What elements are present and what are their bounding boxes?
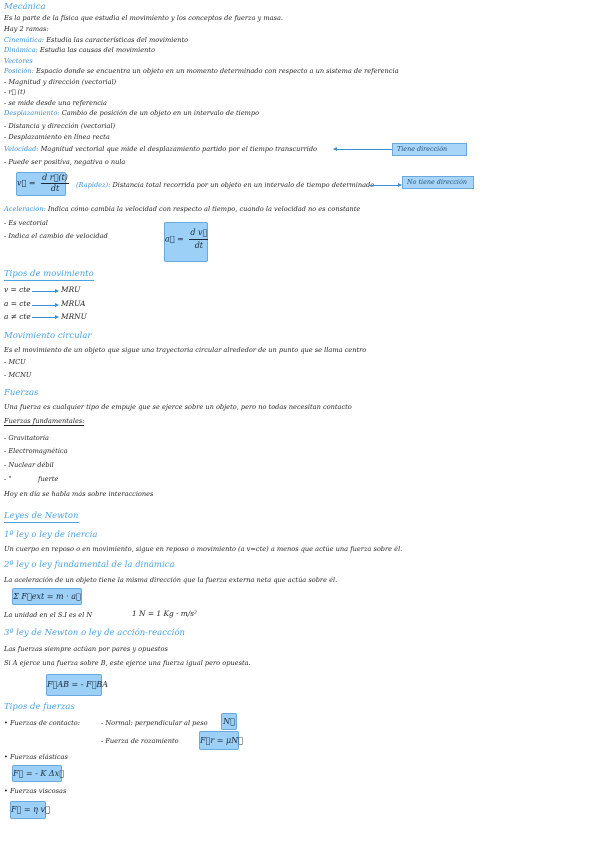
note-tiene-direccion: Tiene dirección (392, 143, 467, 156)
note-no-tiene-direccion: No tiene dirección (402, 176, 474, 189)
posicion-line (4, 67, 399, 75)
mov-row-lhs-2: a ≠ cte (4, 312, 31, 321)
fuerzas-definition: Una fuerza es cualquier tipo de empuje que se ejerce sobre un objeto, pero no todas necesitan contacto (4, 403, 352, 411)
newton-law-2-title: 2ª ley o ley fundamental de la dinámica (4, 560, 175, 570)
section-title-movimiento-circular: Movimiento circular (4, 331, 92, 341)
velocity-formula-fraction (41, 173, 69, 194)
velocity-formula-numerator: d r⃗(t) (42, 173, 68, 182)
fuerza-item-3: - Nuclear débil (4, 461, 54, 469)
desplazamiento-line (4, 109, 259, 117)
desplazamiento-term: Desplazamiento: (4, 109, 60, 117)
newton-law-3-definition-2: Si A ejerce una fuerza sobre B, este ejerce una fuerza igual pero opuesta. (4, 659, 251, 667)
velocidad-definition: Magnitud vectorial que mide el desplazamiento partido por el tiempo transcurrido (40, 145, 318, 153)
mov-row-lhs-1: a = cte (4, 299, 31, 308)
acceleration-formula-denominator: dt (194, 241, 204, 250)
circular-item-1: - MCU (4, 358, 26, 366)
posicion-item-1: - Magnitud y dirección (vectorial) (4, 78, 117, 86)
newton-law-2-definition: La aceleración de un objeto tiene la misma dirección que la fuerza externa neta que actúa sobre él. (4, 576, 338, 584)
newton-law-2-unit-equation: 1 N = 1 Kg · m/s² (132, 609, 198, 618)
desplazamiento-item-1: - Distancia y dirección (vectorial) (4, 122, 116, 130)
posicion-item-2: - r⃗ (t) (4, 88, 26, 96)
section-title-vectores: Vectores (4, 57, 33, 65)
velocity-formula-box (16, 172, 66, 196)
acceleration-formula-fraction (189, 227, 208, 252)
aceleracion-item-1: - Es vectorial (4, 219, 48, 227)
velocidad-term: Velocidad: (4, 145, 39, 153)
circular-item-2: - MCNU (4, 371, 32, 379)
fuerza-item-1: - Gravitatoria (4, 434, 49, 442)
fuerzas-interacciones: Hoy en día se habla más sobre interacciones (4, 490, 154, 498)
mov-row-rhs-1: MRUA (61, 299, 86, 308)
velocidad-line (4, 145, 317, 153)
fuerzas-elasticas-box: F⃗ = - K Δx⃗ (12, 765, 62, 782)
velocidad-item-1: - Puede ser positiva, negativa o nula (4, 158, 126, 166)
fuerzas-elasticas: • Fuerzas elásticas (4, 753, 68, 761)
mov-row-arrow-1 (32, 305, 58, 306)
newton-law-3-formula-box: F⃗AB = - F⃗BA (46, 674, 102, 696)
mov-row-rhs-2: MRNU (61, 312, 87, 321)
section-title-tipos-fuerzas: Tipos de fuerzas (4, 702, 75, 712)
cinematica-term: Cinemática: (4, 36, 45, 44)
newton-law-1-title: 1ª ley o ley de inercia (4, 530, 98, 540)
fuerzas-contacto: • Fuerzas de contacto: (4, 719, 80, 727)
acceleration-formula-lhs: a⃗ = (165, 234, 184, 244)
velocity-formula-denominator: dt (50, 184, 60, 193)
posicion-item-3: - se mide desde una referencia (4, 99, 107, 107)
acceleration-formula-box (164, 222, 208, 262)
fuerza-rozamiento-box: F⃗r = μN⃗ (199, 731, 239, 750)
fuerzas-viscosas-box: F⃗ = η v⃗ (10, 801, 46, 819)
fuerza-item-2: - Electromagnética (4, 447, 68, 455)
fuerza-item-4: fuerte (38, 475, 59, 483)
rapidez-line (76, 181, 374, 189)
cinematica-definition: Estudia las características del movimiento (46, 36, 189, 44)
rapidez-definition: Distancia total recorrida por un objeto en un intervalo de tiempo determinado (112, 181, 375, 189)
section-title-leyes-newton: Leyes de Newton (4, 511, 79, 521)
mov-row-arrow-0 (32, 291, 58, 292)
fuerzas-fundamentales-title: Fuerzas fundamentales: (4, 417, 85, 425)
aceleracion-definition: Indica cómo cambia la velocidad con respecto al tiempo, cuando la velocidad no es constante (47, 205, 361, 213)
posicion-definition: Espacio donde se encuentra un objeto en un momento determinado con respecto a un sistema de referencia (35, 67, 399, 75)
circular-definition: Es el movimiento de un objeto que sigue una trayectoria circular alrededor de un punto que se llama centro (4, 346, 367, 354)
newton-law-3-title: 3ª ley de Newton o ley de acción-reacción (4, 628, 186, 638)
mov-row-lhs-0: v = cte (4, 285, 31, 294)
newton-law-3-definition-1: Las fuerzas siempre actúan por pares y opuestos (4, 645, 168, 653)
acceleration-formula-numerator: d v⃗ (189, 227, 208, 240)
rapidez-term: (Rapidez): (76, 181, 111, 189)
fuerza-rozamiento: - Fuerza de rozamiento (101, 737, 179, 745)
desplazamiento-item-2: - Desplazamiento en línea recta (4, 133, 110, 141)
fuerza-normal-box: N⃗ (221, 713, 237, 730)
dinamica-line (4, 46, 155, 54)
note-direccion-arrow (334, 149, 392, 150)
aceleracion-term: Aceleración: (4, 205, 46, 213)
section-title-mecanica: Mecánica (4, 2, 46, 12)
fuerzas-viscosas: • Fuerzas viscosas (4, 787, 67, 795)
desplazamiento-definition: Cambio de posición de un objeto en un intervalo de tiempo (61, 109, 260, 117)
mov-row-arrow-2 (32, 317, 58, 318)
velocity-formula-lhs: v⃗ = (17, 178, 36, 188)
mecanica-definition: Es la parte de la física que estudia el movimiento y los conceptos de fuerza y masa. (4, 14, 283, 22)
dinamica-term: Dinámica: (4, 46, 38, 54)
aceleracion-item-2: - Indica el cambio de velocidad (4, 232, 108, 240)
fuerza-normal: - Normal: perpendicular al peso (101, 719, 208, 727)
dinamica-definition: Estudia las causas del movimiento (39, 46, 156, 54)
aceleracion-line (4, 205, 360, 213)
newton-law-2-formula-box: Σ F⃗ext = m · a⃗ (12, 588, 82, 605)
fuerza-item-4-ditto: - " (4, 475, 12, 483)
section-title-tipos-movimiento: Tipos de movimiento (4, 269, 94, 279)
section-title-fuerzas: Fuerzas (4, 388, 39, 398)
mov-row-rhs-0: MRU (61, 285, 81, 294)
newton-law-2-unit: La unidad en el S.I es el N (4, 611, 93, 619)
newton-law-1-definition: Un cuerpo en reposo o en movimiento, sigue en reposo o movimiento (a v=cte) a menos que actúe una fuerza sobre él. (4, 545, 403, 553)
note-sin-direccion-arrow (369, 185, 401, 186)
cinematica-line (4, 36, 188, 44)
mecanica-ramas: Hay 2 ramas: (4, 25, 49, 33)
posicion-term: Posición: (4, 67, 34, 75)
